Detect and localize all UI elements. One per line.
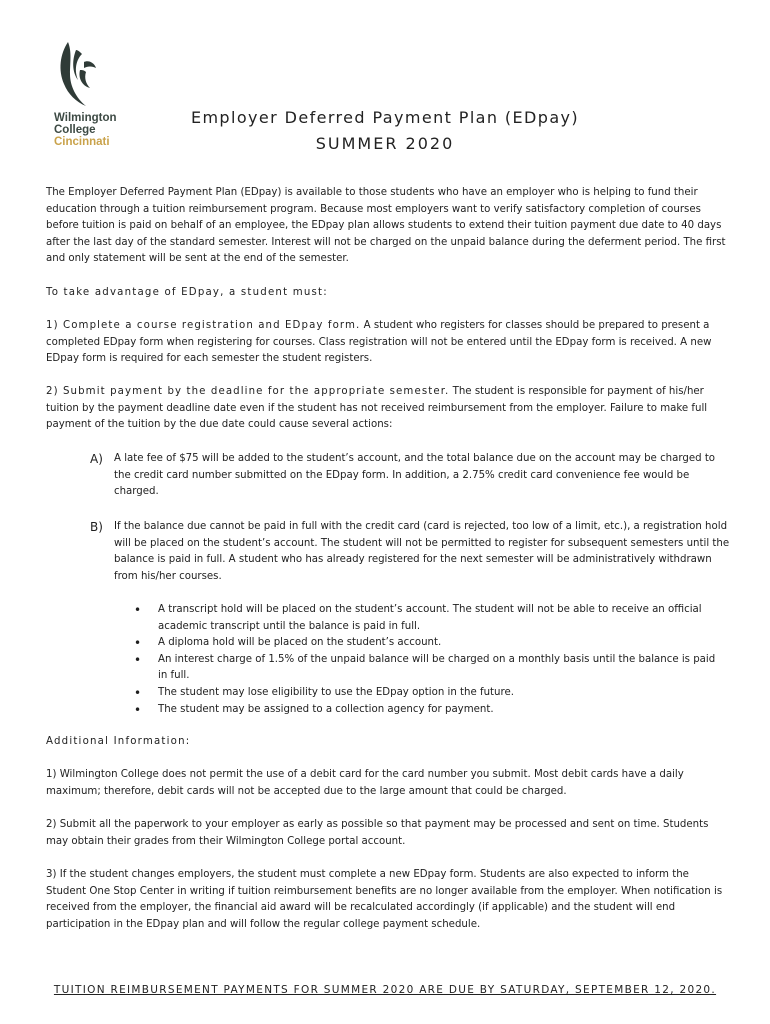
page-title: Employer Deferred Payment Plan (EDpay) <box>190 108 580 127</box>
step-2-label: 2) Submit payment by the deadline for the appropriate semester. <box>46 386 450 397</box>
take-advantage-heading: To take advantage of EDpay, a student must: <box>46 287 328 298</box>
action-text: A late fee of $75 will be added to the student’s account, and the total balance due on the account may be charged to the credit card number submitted on the EDpay form. In addition, a 2.75% credit card convenience fee would be charged. <box>114 453 716 498</box>
action-item-a <box>90 451 730 501</box>
additional-info-heading: Additional Information: <box>46 736 191 747</box>
step-2-text: The student is responsible for payment of his/her tuition by the payment deadline date even if the student has not received reimbursement from the employer. Failure to make full payment of the tuition by the due date could cause several actions: <box>46 386 708 431</box>
list-item: • An interest charge of 1.5% of the unpaid balance will be charged on a monthly basis until the balance is paid in full. <box>134 652 724 685</box>
additional-item-2: 2) Submit all the paperwork to your employer as early as possible so that payment may be processed and sent on time. Students may obtain their grades from their Wilmington College portal account. <box>46 819 709 847</box>
step-1-text: A student who registers for classes should be prepared to present a completed EDpay form when registering for courses. Class registration will not be entered until the EDpay form is received. A new EDpay form is required for each semester the student registers. <box>46 320 712 365</box>
list-item: • A diploma hold will be placed on the student’s account. <box>134 635 724 652</box>
step-2-paragraph <box>46 384 726 434</box>
additional-item-1: 1) Wilmington College does not permit the use of a debit card for the card number you submit. Most debit cards have a daily maximum; therefore, debit cards will not be accepted due to the large amount that could be charged. <box>46 769 684 797</box>
intro-paragraph: The Employer Deferred Payment Plan (EDpay) is available to those students who have an employer who is helping to fund their education through a tuition reimbursement program. Because most employers want to verify satisfactory completion of courses before tuition is paid on behalf of an employee, the EDpay plan allows students to extend their tuition payment due date to 40 days after the last day of the standard semester. Interest will not be charged on the unpaid balance during the deferment period. The first and only statement will be sent at the end of the semester. <box>46 187 726 265</box>
page-subtitle: SUMMER 2020 <box>315 134 455 153</box>
step-1-paragraph <box>46 318 726 368</box>
list-item: • A transcript hold will be placed on the student’s account. The student will not be able to receive an official academic transcript until the balance is paid in full. <box>134 602 724 635</box>
action-marker: A) <box>90 452 103 466</box>
additional-item-3: 3) If the student changes employers, the student must complete a new EDpay form. Students are also expected to inform the Student One Stop Center in writing if tuition reimbursement benefits are no longer available from the employer. When notification is received from the employer, the financial aid award will be recalculated accordingly (if applicable) and the student will end participation in the EDpay plan and will follow the regular college payment schedule. <box>46 869 723 930</box>
payment-due-footer: TUITION REIMBURSEMENT PAYMENTS FOR SUMMER 2020 ARE DUE BY SATURDAY, SEPTEMBER 12, 2020. <box>53 984 717 996</box>
list-item: • The student may lose eligibility to use the EDpay option in the future. <box>134 685 724 702</box>
action-text: If the balance due cannot be paid in full with the credit card (card is rejected, too low of a limit, etc.), a registration hold will be placed on the student’s account. The student will not be permitted to register for subsequent semesters until the balance is paid in full. A student who has already registered for the next semester will be administratively withdrawn from his/her courses. <box>114 521 730 582</box>
logo-line-cincinnati: Cincinnati <box>54 136 110 148</box>
action-item-b <box>90 519 730 585</box>
list-item: • The student may be assigned to a collection agency for payment. <box>134 702 724 719</box>
logo-line-wilmington: Wilmington <box>54 112 117 124</box>
action-marker: B) <box>90 520 103 534</box>
logo-mark-icon <box>54 40 98 108</box>
logo-line-college: College <box>54 124 96 136</box>
consequence-list <box>134 602 724 718</box>
step-1-label: 1) Complete a course registration and EDpay form. <box>46 320 361 331</box>
